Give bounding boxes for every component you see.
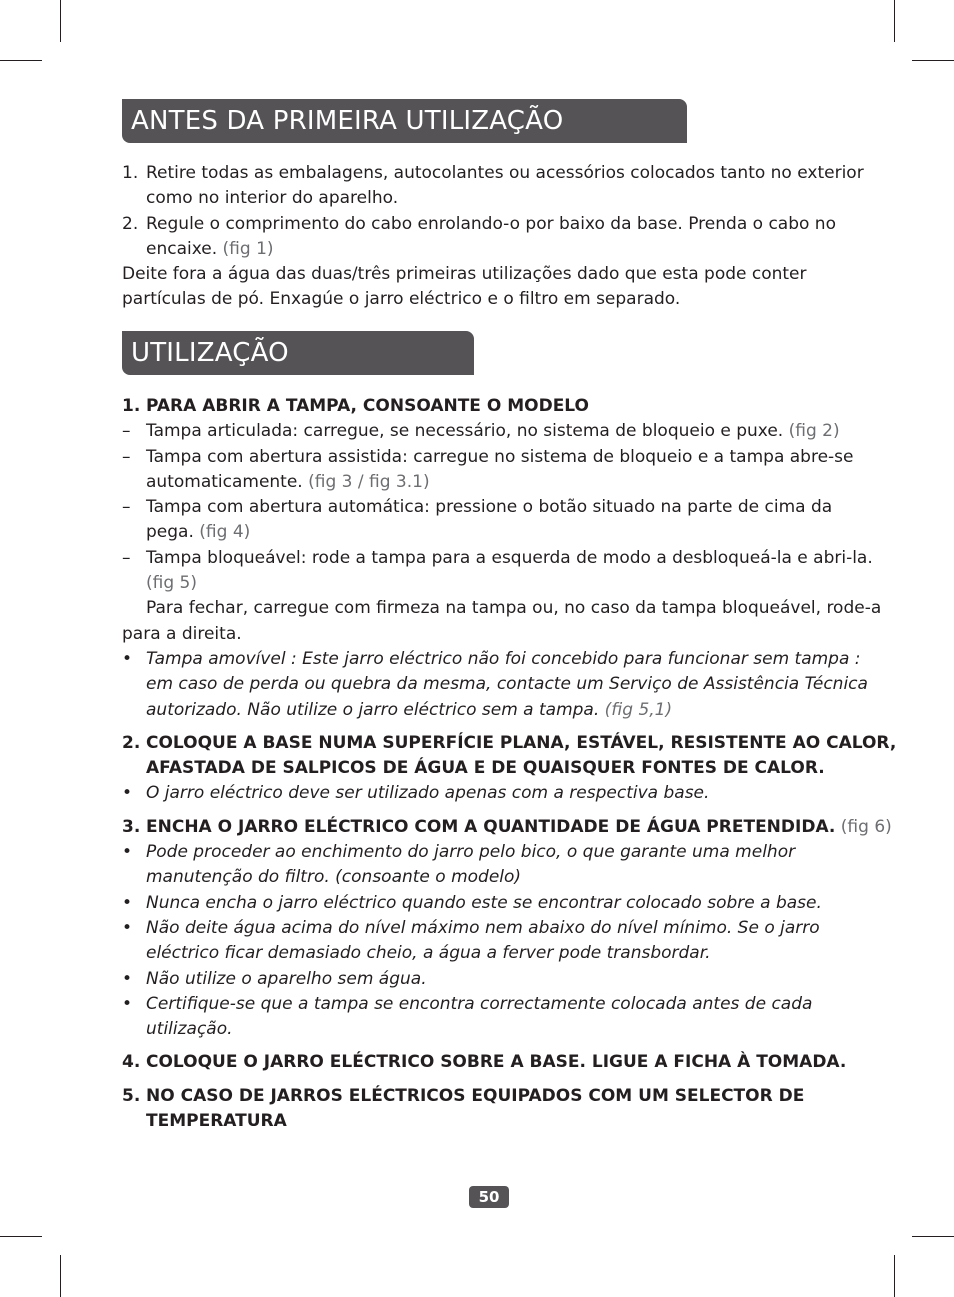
crop-mark	[894, 0, 895, 42]
list-item: 2. Regule o comprimento do cabo enrolando-o por baixo da base. Prenda o cabo no encaixe. (fig 1)	[122, 213, 836, 259]
crop-mark	[0, 1236, 42, 1237]
dash-item: – Tampa bloqueável: rode a tampa para a esquerda de modo a desbloqueá-la e abri-la. (fig 5)	[122, 546, 857, 597]
bullet-item: • O jarro eléctrico deve ser utilizado apenas com a respectiva base.	[122, 783, 710, 804]
bullet-item: • Tampa amovível : Este jarro eléctrico não foi concebido para funcionar sem tampa : em caso de perda ou quebra da mesma, contacte um Serviço de Assistência Técnica autorizado. Não utilize o jarro eléctrico sem a tampa. (fig 5,1)	[122, 648, 868, 720]
figure-reference: (fig 1)	[222, 238, 274, 259]
figure-reference: (fig 5)	[146, 573, 197, 594]
step-heading: 2. COLOQUE A BASE NUMA SUPERFÍCIE PLANA, ESTÁVEL, RESISTENTE AO CALOR, AFASTADA DE SALPICOS DE ÁGUA E DE QUAISQUER FONTES DE CALOR.	[122, 732, 897, 779]
crop-mark	[0, 60, 42, 61]
bullet-item: • Não deite água acima do nível máximo nem abaixo do nível mínimo. Se o jarro eléctrico ficar demasiado cheio, a água a ferver pode transbordar.	[122, 917, 820, 964]
crop-mark	[894, 1255, 895, 1297]
step-heading: 4. COLOQUE O JARRO ELÉCTRICO SOBRE A BASE. LIGUE A FICHA À TOMADA.	[122, 1052, 847, 1073]
section-2-body	[122, 394, 897, 1134]
section-1-body	[122, 161, 864, 313]
step-heading: 5. NO CASO DE JARROS ELÉCTRICOS EQUIPADOS COM UM SELECTOR DE TEMPERATURA	[122, 1085, 805, 1132]
paragraph: para a direita.	[122, 623, 242, 644]
page-number: 50	[469, 1186, 509, 1208]
figure-reference: (fig 6)	[840, 816, 892, 837]
bullet-item: • Certifique-se que a tampa se encontra correctamente colocada antes de cada utilização.	[122, 993, 813, 1040]
dash-item: – Tampa articulada: carregue, se necessário, no sistema de bloqueio e puxe. (fig 2)	[122, 421, 840, 442]
list-item: 1. Retire todas as embalagens, autocolantes ou acessórios colocados tanto no exterior como no interior do aparelho.	[122, 163, 864, 209]
figure-reference: (fig 5,1)	[604, 699, 673, 720]
figure-reference: (fig 2)	[788, 421, 840, 442]
paragraph: partículas de pó. Enxagúe o jarro eléctrico e o filtro em separado.	[122, 289, 681, 310]
crop-mark	[60, 0, 61, 42]
step-heading: 3. ENCHA O JARRO ELÉCTRICO COM A QUANTIDADE DE ÁGUA PRETENDIDA. (fig 6)	[122, 816, 892, 837]
step-heading: 1. PARA ABRIR A TAMPA, CONSOANTE O MODELO	[122, 396, 589, 416]
paragraph: Para fechar, carregue com firmeza na tampa ou, no caso da tampa bloqueável, rode-a	[146, 598, 882, 619]
dash-item: – Tampa com abertura automática: pressione o botão situado na parte de cima da pega. (fig 4)	[122, 497, 833, 543]
dash-item: – Tampa com abertura assistida: carregue no sistema de bloqueio e a tampa abre-se automaticamente. (fig 3 / fig 3.1)	[122, 446, 854, 492]
section-title-usage: UTILIZAÇÃO	[122, 331, 474, 375]
bullet-item: • Não utilize o aparelho sem água.	[122, 968, 427, 989]
bullet-item: • Nunca encha o jarro eléctrico quando este se encontrar colocado sobre a base.	[122, 892, 822, 913]
section-title-before-first-use: ANTES DA PRIMEIRA UTILIZAÇÃO	[122, 99, 687, 143]
figure-reference: (fig 3 / fig 3.1)	[308, 471, 430, 492]
paragraph: Deite fora a água das duas/três primeiras utilizações dado que esta pode conter	[122, 264, 807, 285]
crop-mark	[60, 1255, 61, 1297]
crop-mark	[912, 1236, 954, 1237]
figure-reference: (fig 4)	[199, 522, 251, 543]
bullet-item: • Pode proceder ao enchimento do jarro pelo bico, o que garante uma melhor manutenção do filtro. (consoante o modelo)	[122, 842, 796, 888]
crop-mark	[912, 60, 954, 61]
